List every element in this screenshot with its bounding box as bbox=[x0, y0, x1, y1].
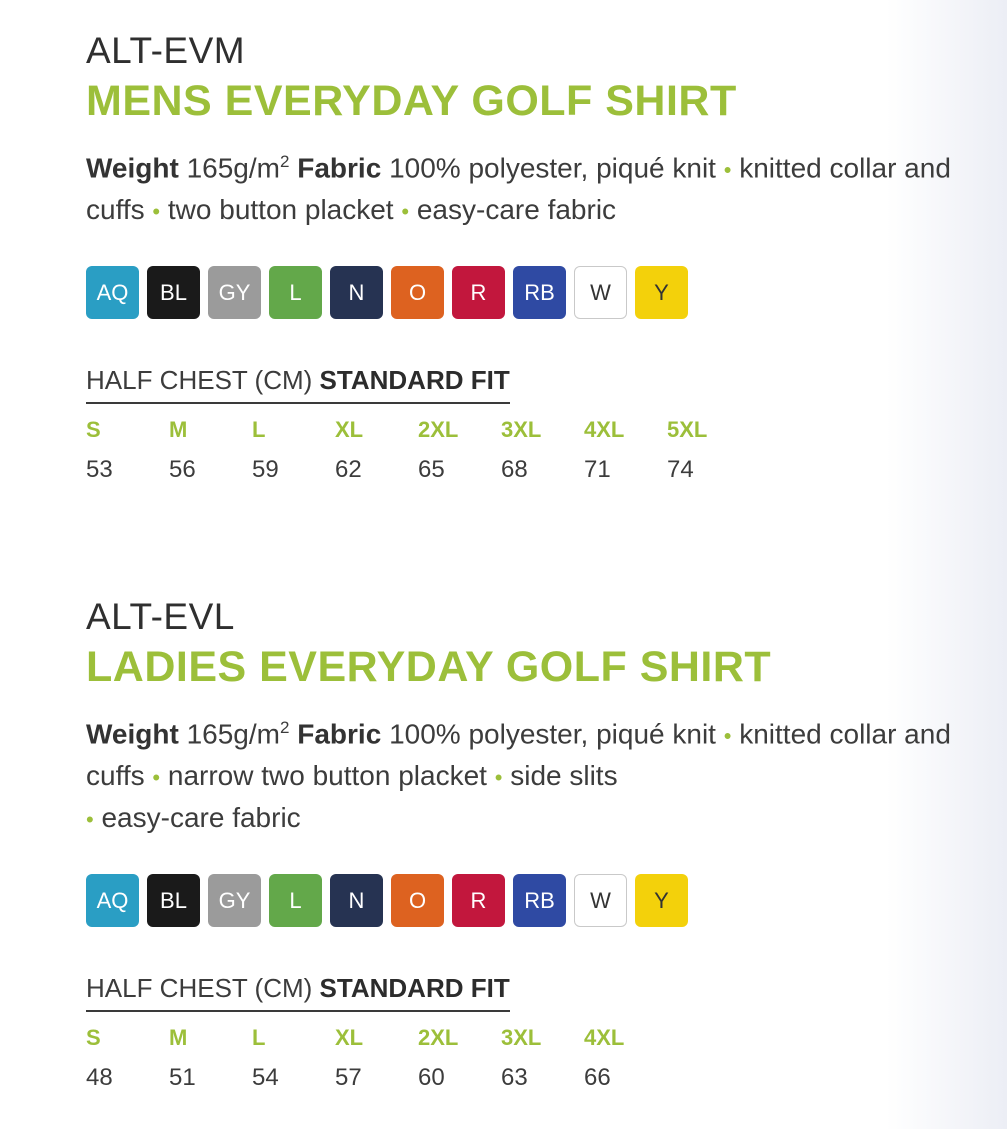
color-swatch-n: N bbox=[330, 874, 383, 927]
size-labels-row bbox=[86, 410, 986, 450]
size-values-row bbox=[86, 450, 986, 490]
size-labels-row bbox=[86, 1018, 986, 1058]
size-measurement: 66 bbox=[584, 1064, 611, 1092]
feature: narrow two button placket bbox=[167, 760, 487, 792]
color-swatch-n: N bbox=[330, 266, 383, 319]
color-swatch-o: O bbox=[391, 874, 444, 927]
color-swatch-l: L bbox=[269, 874, 322, 927]
color-swatch-bl: BL bbox=[147, 266, 200, 319]
feature: 100% polyester, piqué knit bbox=[389, 152, 716, 184]
size-measurement: 48 bbox=[86, 1064, 113, 1092]
size-label: L bbox=[252, 1025, 266, 1051]
weight-label: Weight bbox=[86, 152, 179, 184]
size-label: M bbox=[169, 1025, 188, 1051]
size-measurement: 56 bbox=[169, 456, 196, 484]
color-swatch-aq: AQ bbox=[86, 874, 139, 927]
fabric-label: Fabric bbox=[297, 152, 382, 184]
size-chart-label: HALF CHEST (CM) bbox=[86, 973, 313, 1004]
size-label: S bbox=[86, 1025, 101, 1051]
color-swatch-aq: AQ bbox=[86, 266, 139, 319]
size-measurement: 57 bbox=[335, 1064, 362, 1092]
weight-superscript: 2 bbox=[280, 152, 290, 171]
product-title: MENS EVERYDAY GOLF SHIRT bbox=[86, 77, 737, 125]
size-chart-label: HALF CHEST (CM) bbox=[86, 365, 313, 396]
color-swatch-gy: GY bbox=[208, 266, 261, 319]
size-measurement: 60 bbox=[418, 1064, 445, 1092]
product-description bbox=[86, 708, 966, 840]
product-ladies bbox=[86, 596, 986, 1098]
size-chart bbox=[86, 1018, 986, 1098]
size-measurement: 51 bbox=[169, 1064, 196, 1092]
size-label: M bbox=[169, 417, 188, 443]
color-swatch-bl: BL bbox=[147, 874, 200, 927]
size-measurement: 63 bbox=[501, 1064, 528, 1092]
size-label: 3XL bbox=[501, 417, 542, 443]
weight-label: Weight bbox=[86, 718, 179, 750]
size-measurement: 65 bbox=[418, 456, 445, 484]
bullet-icon: • bbox=[401, 199, 410, 225]
product-title: LADIES EVERYDAY GOLF SHIRT bbox=[86, 643, 772, 691]
size-label: 5XL bbox=[667, 417, 708, 443]
bullet-icon: • bbox=[494, 765, 503, 791]
size-chart bbox=[86, 410, 986, 490]
feature: easy-care fabric bbox=[416, 194, 617, 226]
bullet-icon: • bbox=[152, 199, 161, 225]
color-swatch-rb: RB bbox=[513, 874, 566, 927]
color-swatches bbox=[86, 874, 986, 927]
fabric-label: Fabric bbox=[297, 718, 382, 750]
product-code: ALT-EVL bbox=[86, 596, 235, 637]
size-label: 3XL bbox=[501, 1025, 542, 1051]
feature: 100% polyester, piqué knit bbox=[389, 718, 716, 750]
size-measurement: 59 bbox=[252, 456, 279, 484]
size-label: L bbox=[252, 417, 266, 443]
size-label: 4XL bbox=[584, 1025, 625, 1051]
color-swatch-gy: GY bbox=[208, 874, 261, 927]
size-label: XL bbox=[335, 1025, 364, 1051]
size-measurement: 54 bbox=[252, 1064, 279, 1092]
size-label: 2XL bbox=[418, 417, 459, 443]
size-values-row bbox=[86, 1058, 986, 1098]
color-swatch-y: Y bbox=[635, 266, 688, 319]
product-description bbox=[86, 142, 966, 232]
size-label: S bbox=[86, 417, 101, 443]
color-swatch-w: W bbox=[574, 266, 627, 319]
color-swatch-r: R bbox=[452, 266, 505, 319]
bullet-icon: • bbox=[86, 807, 94, 833]
bullet-icon: • bbox=[723, 157, 732, 183]
color-swatches bbox=[86, 266, 986, 319]
feature: two button placket bbox=[167, 194, 394, 226]
size-measurement: 53 bbox=[86, 456, 113, 484]
size-measurement: 62 bbox=[335, 456, 362, 484]
size-measurement: 68 bbox=[501, 456, 528, 484]
product-code: ALT-EVM bbox=[86, 30, 246, 71]
size-measurement: 71 bbox=[584, 456, 611, 484]
color-swatch-rb: RB bbox=[513, 266, 566, 319]
color-swatch-y: Y bbox=[635, 874, 688, 927]
size-chart-header bbox=[86, 973, 510, 1012]
color-swatch-o: O bbox=[391, 266, 444, 319]
product-mens bbox=[86, 30, 986, 490]
size-chart-fit: STANDARD FIT bbox=[319, 973, 510, 1004]
size-measurement: 74 bbox=[667, 456, 694, 484]
size-label: 4XL bbox=[584, 417, 625, 443]
color-swatch-r: R bbox=[452, 874, 505, 927]
feature: side slits bbox=[510, 760, 618, 792]
weight-value: 165g/m bbox=[186, 152, 280, 184]
color-swatch-w: W bbox=[574, 874, 627, 927]
size-label: XL bbox=[335, 417, 364, 443]
weight-value: 165g/m bbox=[186, 718, 280, 750]
feature: knitted collar and cuffs bbox=[86, 152, 951, 226]
size-label: 2XL bbox=[418, 1025, 459, 1051]
size-chart-header bbox=[86, 365, 510, 404]
bullet-icon: • bbox=[152, 765, 161, 791]
bullet-icon: • bbox=[723, 723, 732, 749]
color-swatch-l: L bbox=[269, 266, 322, 319]
feature: knitted collar and cuffs bbox=[86, 718, 951, 792]
weight-superscript: 2 bbox=[280, 718, 290, 737]
size-chart-fit: STANDARD FIT bbox=[319, 365, 510, 396]
feature: easy-care fabric bbox=[101, 802, 301, 834]
